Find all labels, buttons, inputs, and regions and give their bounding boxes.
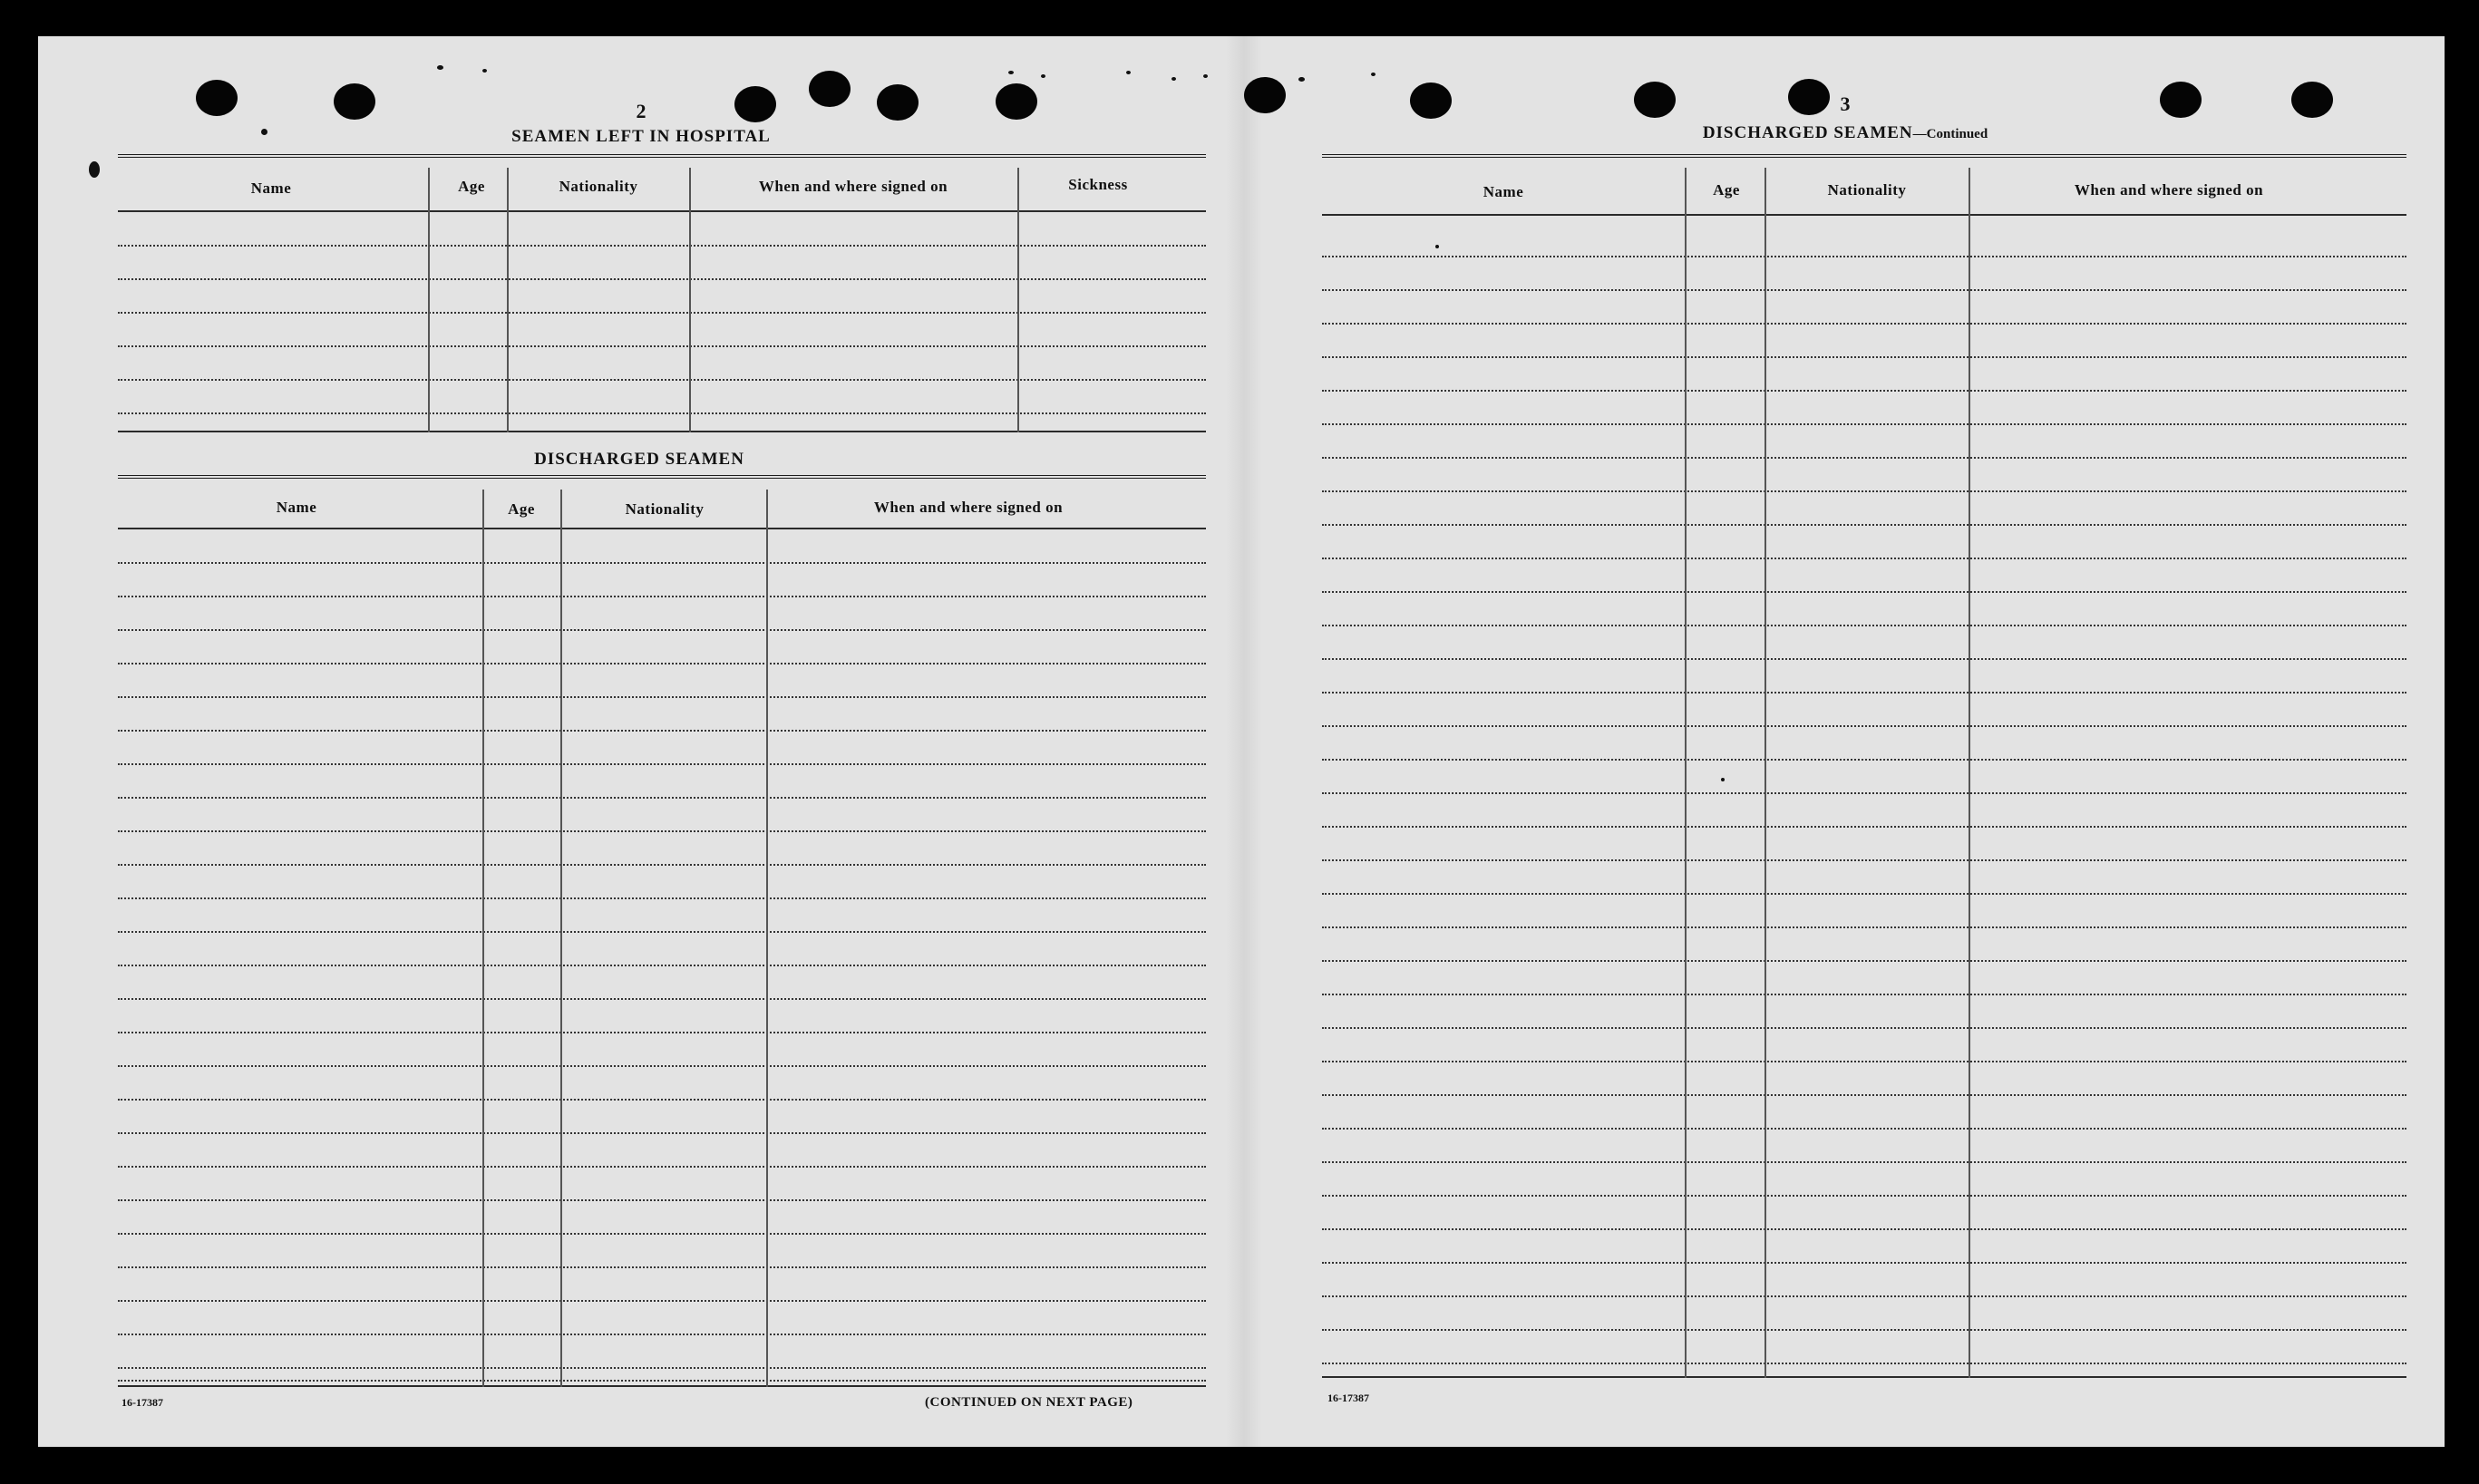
hospital-row-line: [118, 412, 1206, 414]
column-divider: [507, 168, 509, 432]
discharged-row-line: [118, 1166, 1206, 1168]
discharged-row-line: [118, 1380, 1206, 1382]
discharged-row-line: [118, 1300, 1206, 1302]
paper-speck: [89, 161, 100, 178]
binder-hole: [196, 80, 238, 116]
column-header-nationality: Nationality: [625, 500, 705, 518]
paper-speck: [1298, 77, 1305, 82]
paper-speck: [1041, 74, 1045, 78]
binder-hole: [1244, 77, 1286, 113]
continued-row-line: [1322, 1061, 2406, 1062]
continued-row-line: [1322, 1195, 2406, 1197]
paper-speck: [1126, 71, 1131, 74]
discharged-row-line: [118, 1233, 1206, 1235]
column-header-age: Age: [1713, 181, 1740, 199]
continued-row-line: [1322, 1262, 2406, 1264]
column-header-age: Age: [458, 178, 485, 195]
binder-hole: [996, 83, 1037, 120]
continued-row-line: [1322, 1295, 2406, 1297]
continued-row-line: [1322, 859, 2406, 861]
continued-row-line: [1322, 289, 2406, 291]
continued-row-line: [1322, 356, 2406, 358]
continued-row-line: [1322, 1094, 2406, 1096]
paper-speck: [482, 69, 487, 73]
column-divider: [689, 168, 691, 432]
continued-row-line: [1322, 658, 2406, 660]
column-divider: [766, 490, 768, 1387]
paper-speck: [1171, 77, 1176, 81]
discharged-row-line: [118, 1065, 1206, 1067]
continued-row-line: [1322, 423, 2406, 425]
binder-hole: [877, 84, 919, 121]
page-number: 3: [1840, 92, 1851, 115]
discharged-row-line: [118, 1266, 1206, 1268]
column-header-name: Name: [276, 499, 317, 516]
discharged-row-line: [118, 1099, 1206, 1101]
table-bottom-rule: [118, 1385, 1206, 1387]
binder-hole: [2291, 82, 2333, 118]
discharged-row-line: [118, 596, 1206, 597]
continued-row-line: [1322, 893, 2406, 895]
column-divider: [482, 490, 484, 1387]
continued-row-line: [1322, 558, 2406, 559]
continued-row-line: [1322, 625, 2406, 626]
hospital-row-line: [118, 278, 1206, 280]
hospital-row-line: [118, 379, 1206, 381]
table-bottom-rule: [1322, 1376, 2406, 1378]
discharged-row-line: [118, 696, 1206, 698]
discharged-row-line: [118, 1032, 1206, 1033]
page-number: 2: [636, 100, 646, 122]
continued-row-line: [1322, 826, 2406, 828]
binder-hole: [1788, 79, 1830, 115]
table-top-rule: [118, 154, 1206, 158]
discharged-row-line: [118, 931, 1206, 933]
discharged-row-line: [118, 1334, 1206, 1335]
continued-row-line: [1322, 692, 2406, 694]
column-divider: [1969, 168, 1970, 1378]
column-header-sickness: Sickness: [1068, 176, 1128, 193]
continued-row-line: [1322, 1329, 2406, 1331]
continued-row-line: [1322, 994, 2406, 995]
header-underline: [118, 210, 1206, 212]
column-divider: [428, 168, 430, 432]
hospital-row-line: [118, 245, 1206, 247]
continued-row-line: [1322, 490, 2406, 492]
column-header-nationality: Nationality: [1827, 181, 1907, 199]
column-header-signed-on: When and where signed on: [2074, 181, 2264, 199]
form-number: 16-17387: [122, 1396, 163, 1409]
discharged-row-line: [118, 998, 1206, 1000]
header-underline: [1322, 214, 2406, 216]
discharged-row-line: [118, 629, 1206, 631]
discharged-row-line: [118, 830, 1206, 832]
column-divider: [1017, 168, 1019, 432]
continued-row-line: [1322, 323, 2406, 325]
column-header-name: Name: [250, 179, 292, 197]
continued-row-line: [1322, 524, 2406, 526]
table-bottom-rule: [118, 431, 1206, 432]
hospital-section-title: SEAMEN LEFT IN HOSPITAL: [511, 127, 771, 146]
continued-section-title: [1703, 123, 1988, 143]
discharged-row-line: [118, 1132, 1206, 1134]
discharged-row-line: [118, 730, 1206, 732]
column-header-signed-on: When and where signed on: [873, 499, 1064, 516]
paper-speck: [437, 65, 443, 70]
continued-row-line: [1322, 960, 2406, 962]
continued-row-line: [1322, 792, 2406, 794]
continued-row-line: [1322, 926, 2406, 928]
continued-row-line: [1322, 1228, 2406, 1230]
table-top-rule: [118, 475, 1206, 479]
continued-section-title-text: DISCHARGED SEAMEN: [1702, 123, 1913, 142]
continued-row-line: [1322, 390, 2406, 392]
discharged-row-line: [118, 965, 1206, 966]
binder-hole: [809, 71, 851, 107]
column-header-name: Name: [1483, 183, 1524, 200]
continued-row-line: [1322, 1363, 2406, 1364]
continued-row-line: [1322, 1128, 2406, 1130]
discharged-row-line: [118, 897, 1206, 899]
discharged-section-title: DISCHARGED SEAMEN: [534, 450, 744, 469]
discharged-row-line: [118, 562, 1206, 564]
discharged-row-line: [118, 1199, 1206, 1201]
continued-row-line: [1322, 1027, 2406, 1029]
form-number: 16-17387: [1327, 1392, 1369, 1404]
column-header-nationality: Nationality: [559, 178, 638, 195]
continued-note: (CONTINUED ON NEXT PAGE): [925, 1395, 1133, 1410]
paper-speck: [1721, 778, 1725, 781]
continued-row-line: [1322, 725, 2406, 727]
column-divider: [1685, 168, 1687, 1378]
discharged-row-line: [118, 663, 1206, 664]
paper-speck: [261, 129, 267, 135]
column-divider: [1764, 168, 1766, 1378]
continued-row-line: [1322, 1161, 2406, 1163]
hospital-row-line: [118, 312, 1206, 314]
binder-hole: [1634, 82, 1676, 118]
discharged-row-line: [118, 864, 1206, 866]
continued-row-line: [1322, 591, 2406, 593]
binder-hole: [334, 83, 375, 120]
column-header-signed-on: When and where signed on: [758, 178, 948, 195]
continued-suffix: —Continued: [1912, 127, 1988, 141]
discharged-row-line: [118, 763, 1206, 765]
paper-speck: [1371, 73, 1376, 76]
header-underline: [118, 528, 1206, 529]
table-top-rule: [1322, 154, 2406, 158]
discharged-row-line: [118, 797, 1206, 799]
continued-row-line: [1322, 256, 2406, 257]
hospital-row-line: [118, 345, 1206, 347]
ledger-sheet: [38, 36, 2445, 1447]
page-fold: [1226, 36, 1262, 1447]
paper-speck: [1008, 71, 1014, 74]
binder-hole: [1410, 82, 1452, 119]
column-divider: [560, 490, 562, 1387]
continued-row-line: [1322, 759, 2406, 761]
binder-hole: [734, 86, 776, 122]
paper-speck: [1203, 74, 1208, 78]
binder-hole: [2160, 82, 2202, 118]
column-header-age: Age: [508, 500, 535, 518]
continued-row-line: [1322, 457, 2406, 459]
paper-speck: [1435, 245, 1439, 248]
discharged-row-line: [118, 1367, 1206, 1369]
